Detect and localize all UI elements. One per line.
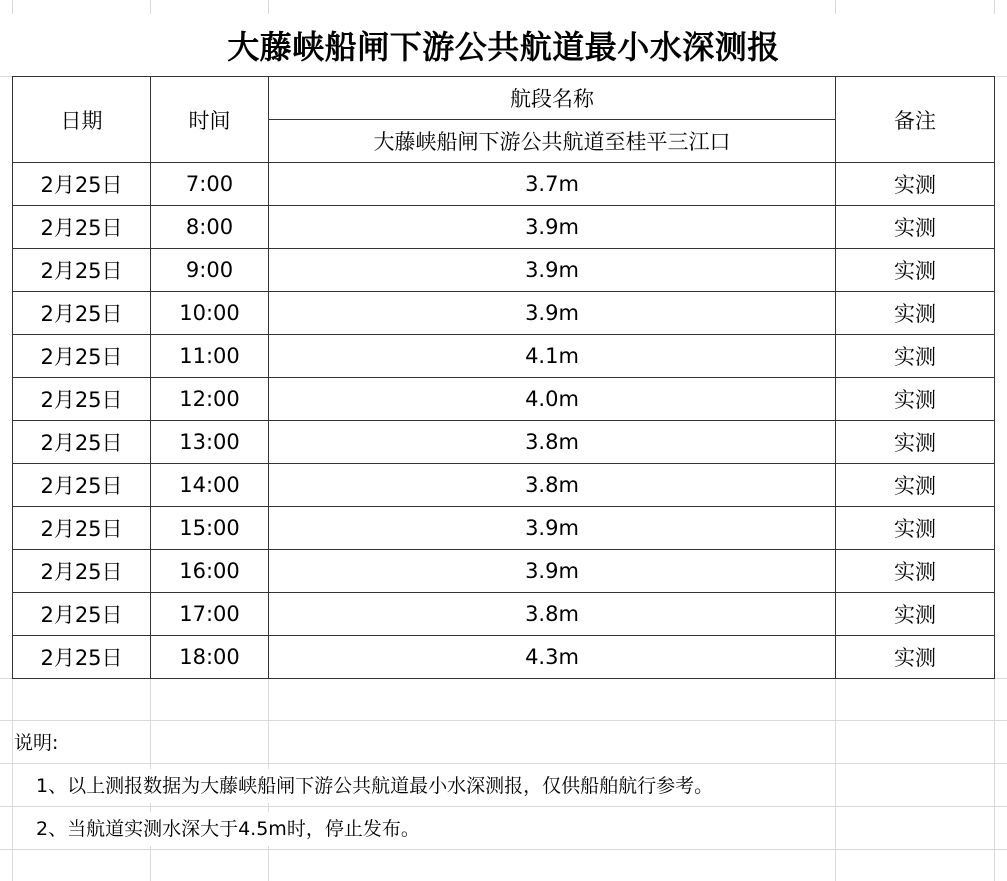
cell-time: 9:00 — [151, 249, 269, 292]
cell-depth: 4.3m — [269, 636, 836, 679]
cell-note: 实测 — [836, 249, 995, 292]
cell-date: 2月25日 — [13, 464, 151, 507]
cell-depth: 3.9m — [269, 292, 836, 335]
cell-note: 实测 — [836, 335, 995, 378]
cell-note: 实测 — [836, 464, 995, 507]
cell-time: 10:00 — [151, 292, 269, 335]
cell-note: 实测 — [836, 206, 995, 249]
report-title: 大藤峡船闸下游公共航道最小水深测报 — [0, 14, 1007, 76]
table-row — [13, 550, 995, 593]
cell-date: 2月25日 — [13, 636, 151, 679]
table-row — [13, 292, 995, 335]
cell-time: 8:00 — [151, 206, 269, 249]
cell-date: 2月25日 — [13, 421, 151, 464]
note-item: 1、以上测报数据为大藤峡船闸下游公共航道最小水深测报，仅供船舶航行参考。 — [36, 769, 719, 803]
header-section-group: 航段名称 — [269, 77, 836, 120]
cell-date: 2月25日 — [13, 292, 151, 335]
table-row — [13, 636, 995, 679]
table-row — [13, 378, 995, 421]
cell-note: 实测 — [836, 163, 995, 206]
cell-depth: 4.1m — [269, 335, 836, 378]
cell-note: 实测 — [836, 292, 995, 335]
table-row — [13, 206, 995, 249]
cell-time: 11:00 — [151, 335, 269, 378]
cell-depth: 3.9m — [269, 206, 836, 249]
cell-note: 实测 — [836, 378, 995, 421]
cell-depth: 4.0m — [269, 378, 836, 421]
cell-date: 2月25日 — [13, 163, 151, 206]
cell-time: 17:00 — [151, 593, 269, 636]
header-date: 日期 — [13, 77, 151, 163]
cell-note: 实测 — [836, 636, 995, 679]
cell-date: 2月25日 — [13, 206, 151, 249]
cell-depth: 3.8m — [269, 421, 836, 464]
cell-time: 15:00 — [151, 507, 269, 550]
table-row — [13, 593, 995, 636]
cell-date: 2月25日 — [13, 550, 151, 593]
note-item: 2、当航道实测水深大于4.5m时，停止发布。 — [36, 812, 426, 846]
cell-depth: 3.9m — [269, 550, 836, 593]
cell-time: 16:00 — [151, 550, 269, 593]
notes-label: 说明: — [14, 726, 64, 760]
cell-time: 13:00 — [151, 421, 269, 464]
cell-note: 实测 — [836, 593, 995, 636]
cell-depth: 3.8m — [269, 464, 836, 507]
cell-date: 2月25日 — [13, 507, 151, 550]
cell-time: 18:00 — [151, 636, 269, 679]
cell-depth: 3.7m — [269, 163, 836, 206]
header-section-name: 大藤峡船闸下游公共航道至桂平三江口 — [269, 120, 836, 163]
table-row — [13, 249, 995, 292]
cell-depth: 3.9m — [269, 249, 836, 292]
table-row — [13, 507, 995, 550]
cell-depth: 3.9m — [269, 507, 836, 550]
cell-time: 14:00 — [151, 464, 269, 507]
cell-time: 12:00 — [151, 378, 269, 421]
cell-depth: 3.8m — [269, 593, 836, 636]
cell-note: 实测 — [836, 507, 995, 550]
header-note: 备注 — [836, 77, 995, 163]
water-depth-table — [12, 76, 995, 679]
cell-date: 2月25日 — [13, 593, 151, 636]
table-row — [13, 421, 995, 464]
cell-time: 7:00 — [151, 163, 269, 206]
cell-note: 实测 — [836, 550, 995, 593]
table-row — [13, 335, 995, 378]
table-row — [13, 163, 995, 206]
cell-date: 2月25日 — [13, 378, 151, 421]
cell-date: 2月25日 — [13, 249, 151, 292]
cell-date: 2月25日 — [13, 335, 151, 378]
header-time: 时间 — [151, 77, 269, 163]
table-row — [13, 464, 995, 507]
cell-note: 实测 — [836, 421, 995, 464]
